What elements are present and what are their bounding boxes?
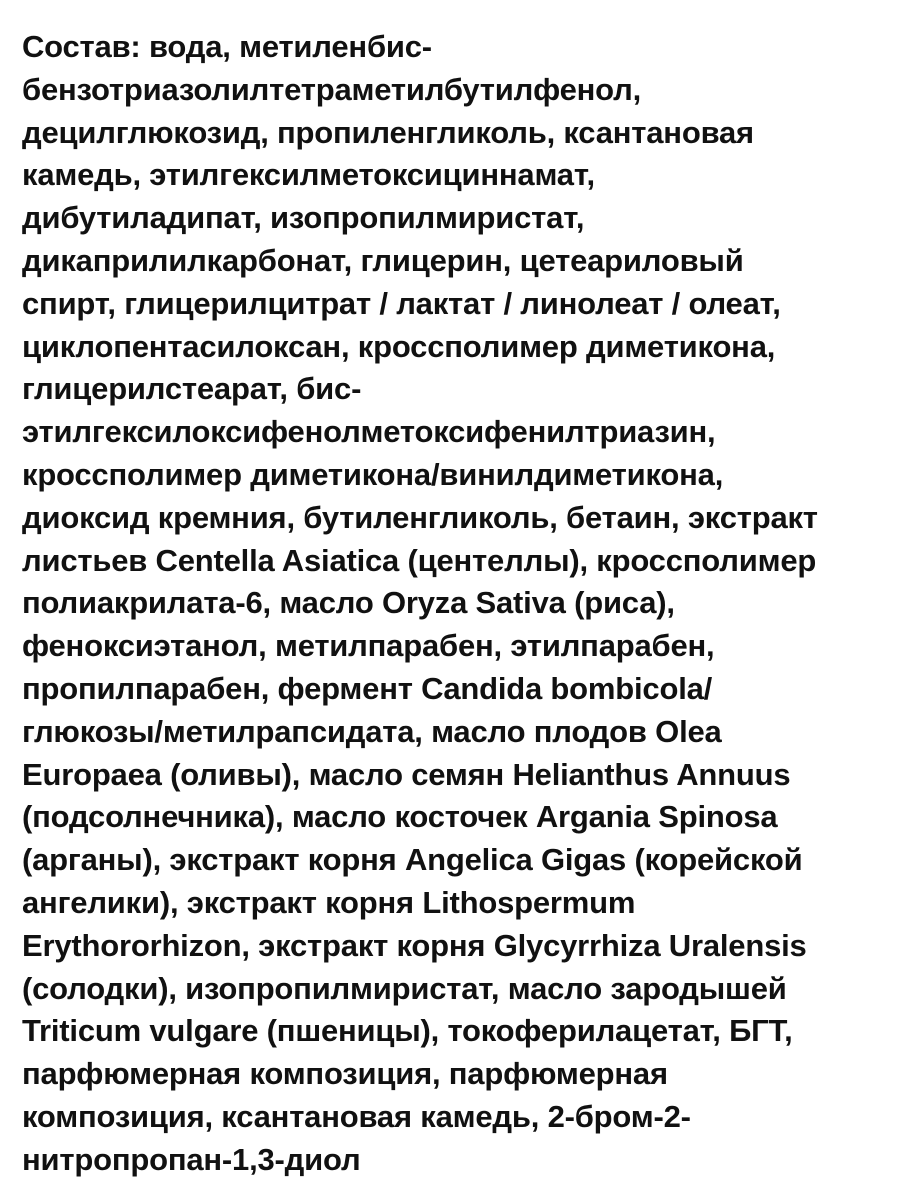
ingredients-line-7: спирт, глицерилцитрат / лактат / линолеат / олеат, xyxy=(22,285,781,321)
ingredients-line-4: камедь, этилгексилметоксициннамат, xyxy=(22,157,595,193)
ingredients-line-16: пропилпарабен, фермент Candida bombicola/ xyxy=(22,670,713,706)
ingredients-line-14: полиакрилата-6, масло Oryza Sativa (риса), xyxy=(22,585,675,621)
ingredients-line-6: дикаприлилкарбонат, глицерин, цетеариловый xyxy=(22,242,744,278)
ingredients-line-10: этилгексилоксифенолметоксифенилтриазин, xyxy=(22,414,716,450)
ingredients-line-1: Состав: вода, метиленбис- xyxy=(22,29,432,64)
ingredients-line-5: дибутиладипат, изопропилмиристат, xyxy=(22,200,585,236)
ingredients-line-25: парфюмерная композиция, парфюмерная xyxy=(22,1056,668,1092)
ingredients-line-20: (арганы), экстракт корня Angelica Gigas (корейской xyxy=(22,842,803,878)
ingredients-text xyxy=(22,26,886,1182)
ingredients-line-27: нитропропан-1,3-диол xyxy=(22,1141,361,1177)
ingredients-line-21: ангелики), экстракт корня Lithospermum xyxy=(22,884,636,920)
ingredients-line-23: (солодки), изопропилмиристат, масло зародышей xyxy=(22,970,787,1006)
ingredients-line-13: листьев Centella Asiatica (центеллы), кроссполимер xyxy=(22,542,817,578)
ingredients-line-3: децилглюкозид, пропиленгликоль, ксантановая xyxy=(22,114,754,150)
ingredients-line-12: диоксид кремния, бутиленгликоль, бетаин, экстракт xyxy=(22,499,818,535)
ingredients-line-2: бензотриазолилтетраметилбутилфенол, xyxy=(22,71,642,107)
ingredients-line-22: Erythororhizon, экстракт корня Glycyrrhiza Uralensis xyxy=(22,927,807,963)
ingredients-line-19: (подсолнечника), масло косточек Argania Spinosa xyxy=(22,799,778,835)
ingredients-line-11: кроссполимер диметикона/винилдиметикона, xyxy=(22,456,724,492)
ingredients-line-17: глюкозы/метилрапсидата, масло плодов Olea xyxy=(22,713,722,749)
ingredients-line-18: Europaea (оливы), масло семян Helianthus Annuus xyxy=(22,756,791,792)
ingredients-line-26: композиция, ксантановая камедь, 2-бром-2- xyxy=(22,1098,691,1134)
ingredients-line-9: глицерилстеарат, бис- xyxy=(22,371,362,407)
ingredients-line-8: циклопентасилоксан, кроссполимер диметикона, xyxy=(22,328,776,364)
ingredients-line-15: феноксиэтанол, метилпарабен, этилпарабен, xyxy=(22,628,715,664)
ingredients-line-24: Triticum vulgare (пшеницы), токоферилацетат, БГТ, xyxy=(22,1013,793,1049)
